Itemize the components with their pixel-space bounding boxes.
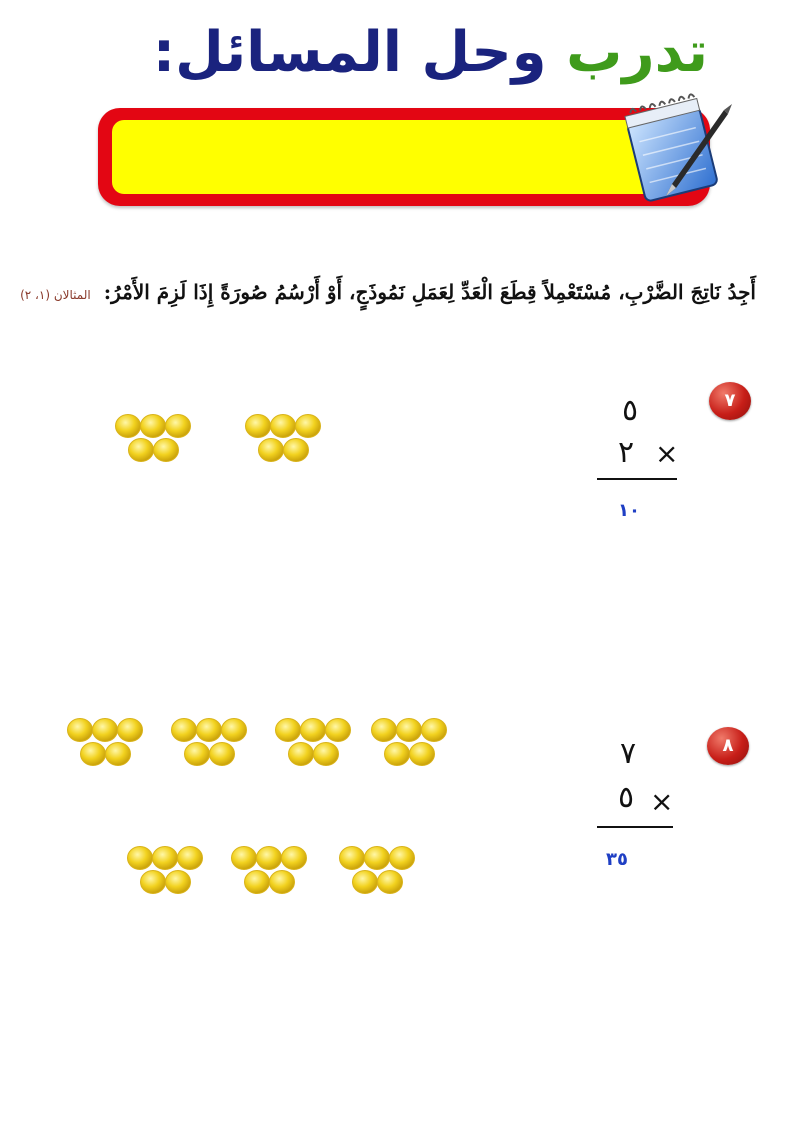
multiplicand: ٥ — [622, 393, 639, 428]
times-sign: × — [655, 437, 679, 470]
counters — [168, 716, 266, 772]
counter-coin — [129, 439, 154, 462]
counter-group — [168, 716, 266, 772]
counter-coin — [222, 719, 247, 742]
counter-coin — [257, 847, 282, 870]
multiplier: ٥ — [618, 780, 635, 815]
answer-rule — [597, 826, 673, 828]
banner-title-word1: تدرب — [566, 20, 708, 85]
counter-coin — [141, 415, 166, 438]
counter-coin — [232, 847, 257, 870]
multiplier: ٢ — [618, 435, 635, 470]
banner-title-word2: وحل المسائل: — [152, 20, 547, 85]
counter-coin — [270, 871, 295, 894]
counter-coin — [81, 743, 106, 766]
counter-coin — [172, 719, 197, 742]
counter-coin — [128, 847, 153, 870]
counter-coin — [378, 871, 403, 894]
instruction-text: أَجِدُ نَاتِجَ الضَّرْبِ، مُسْتَعْمِلاً قِطَعَ الْعَدِّ لِعَمَلِ نَمُوذَجٍ، أَوْ أَرْسُمُ صُورَةً إِذَا لَزِمَ الأَمْرُ: — [103, 280, 756, 304]
counter-group — [64, 716, 162, 772]
counter-coin — [68, 719, 93, 742]
counter-coin — [197, 719, 222, 742]
counters — [242, 412, 340, 468]
multiplicand: ٧ — [620, 736, 637, 771]
counter-coin — [246, 415, 271, 438]
counter-coin — [326, 719, 351, 742]
counter-group — [272, 716, 370, 772]
title-banner-fill — [112, 120, 672, 194]
counters — [272, 716, 370, 772]
instruction — [20, 280, 756, 304]
counter-coin — [141, 871, 166, 894]
counter-coin — [166, 871, 191, 894]
counters — [64, 716, 162, 772]
counter-coin — [422, 719, 447, 742]
problem-badge: ٧ — [709, 382, 751, 420]
counter-coin — [106, 743, 131, 766]
counter-coin — [118, 719, 143, 742]
counter-coin — [296, 415, 321, 438]
banner-title — [153, 14, 708, 92]
times-sign: × — [650, 785, 674, 818]
counter-coin — [276, 719, 301, 742]
counter-group — [228, 844, 326, 900]
problem-badge: ٨ — [707, 727, 749, 765]
answer: ٣٥ — [606, 849, 628, 870]
counter-group — [336, 844, 434, 900]
counters — [228, 844, 326, 900]
instruction-reference: المثالان (١، ٢) — [20, 288, 91, 302]
counter-coin — [154, 439, 179, 462]
counters — [368, 716, 466, 772]
counter-coin — [301, 719, 326, 742]
counter-coin — [166, 415, 191, 438]
answer-rule — [597, 478, 677, 480]
counter-coin — [210, 743, 235, 766]
counters — [336, 844, 434, 900]
counter-coin — [271, 415, 296, 438]
counter-coin — [365, 847, 390, 870]
counter-coin — [259, 439, 284, 462]
counter-coin — [372, 719, 397, 742]
counter-coin — [314, 743, 339, 766]
counter-group — [368, 716, 466, 772]
counter-coin — [116, 415, 141, 438]
notepad-pen-icon — [612, 92, 734, 204]
counter-group — [112, 412, 210, 468]
counter-coin — [385, 743, 410, 766]
counter-group — [242, 412, 340, 468]
counter-coin — [153, 847, 178, 870]
counter-coin — [178, 847, 203, 870]
counter-coin — [93, 719, 118, 742]
counter-coin — [284, 439, 309, 462]
counter-coin — [282, 847, 307, 870]
counter-coin — [410, 743, 435, 766]
counters — [112, 412, 210, 468]
counter-group — [124, 844, 222, 900]
counter-coin — [245, 871, 270, 894]
counter-coin — [289, 743, 314, 766]
counter-coin — [353, 871, 378, 894]
answer: ١٠ — [618, 500, 640, 521]
counter-coin — [390, 847, 415, 870]
counters — [124, 844, 222, 900]
counter-coin — [340, 847, 365, 870]
counter-coin — [397, 719, 422, 742]
counter-coin — [185, 743, 210, 766]
